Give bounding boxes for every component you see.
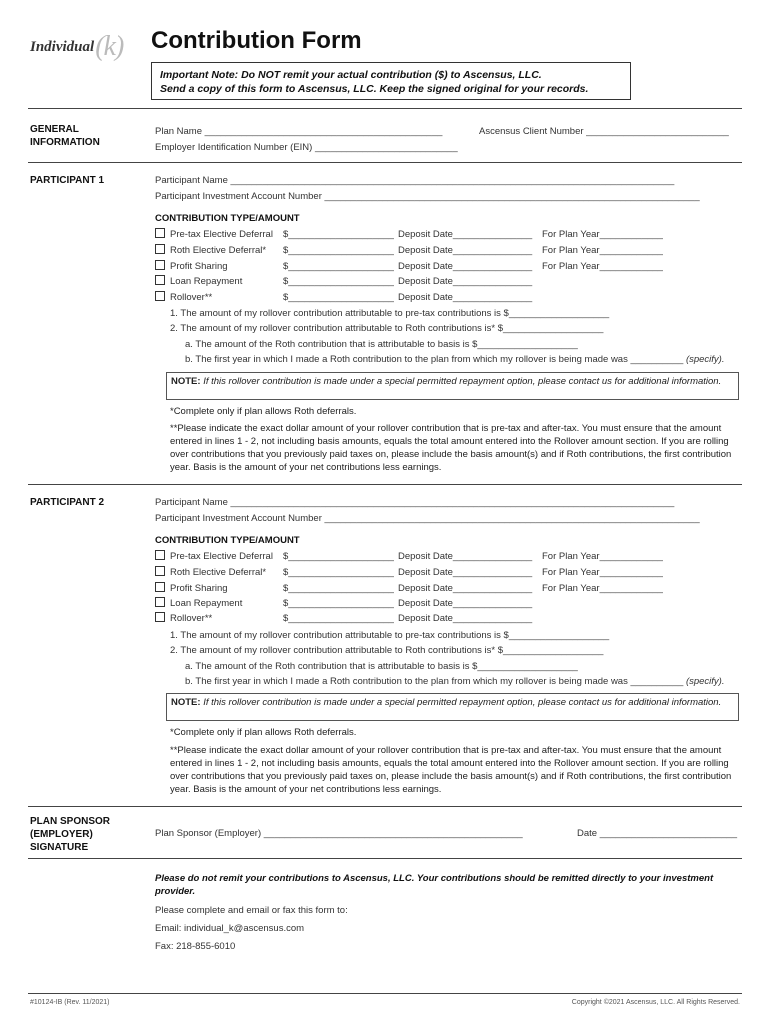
plan-year-field[interactable]: For Plan Year____________ [542,567,663,578]
plan-year-field[interactable]: For Plan Year____________ [542,245,663,256]
rollover-pretax-line[interactable]: 1. The amount of my rollover contribution attributable to pre-tax contributions is $___________________ [170,308,610,319]
note-line-2: Send a copy of this form to Ascensus, LLC. Keep the signed original for your records. [160,83,589,95]
roth-footnote: *Complete only if plan allows Roth deferrals. [170,727,357,738]
remit-instruction: Please do not remit your contributions to Ascensus, LLC. Your contributions should be remitted directly to your investment provider. [155,873,714,897]
checkbox[interactable] [155,260,165,270]
plan-year-field[interactable]: For Plan Year____________ [542,229,663,240]
divider [28,162,742,163]
rollover-pretax-line[interactable]: 1. The amount of my rollover contribution attributable to pre-tax contributions is $___________________ [170,630,610,641]
sponsor-signature-field[interactable]: Plan Sponsor (Employer) _________________________________________________ [155,828,523,839]
submit-instruction: Please complete and email or fax this form to: [155,905,348,916]
individual-k-logo: Individual(k) [30,31,124,62]
checkbox[interactable] [155,550,165,560]
deposit-date-field[interactable]: Deposit Date_______________ [398,292,533,303]
amount-field[interactable]: $____________________ [283,292,394,303]
roth-basis-line[interactable]: a. The amount of the Roth contribution that is attributable to basis is $___________________ [185,339,578,350]
form-number: #10124-IB (Rev. 11/2021) [30,999,110,1006]
roth-first-year-line[interactable]: b. The first year in which I made a Roth contribution to the plan from which my rollover is being made was __________ (specify). [185,354,725,365]
checkbox[interactable] [155,597,165,607]
checkbox[interactable] [155,291,165,301]
rollover-instructions: **Please indicate the exact dollar amount of your rollover contribution that is pre-tax and after-tax. You must ensure that the amount entered in lines 1 - 2, not including basis amounts, equals the total amount entered into the Rollover amount section. If you are rolling over contributions that you previously paid taxes on, please include the basis amount(s) and if Roth contributions, the first contribution year. Basis is the amount of your net contributions less earnings. [170,423,732,473]
deposit-date-field[interactable]: Deposit Date_______________ [398,551,533,562]
section-label-participant-2: PARTICIPANT 2 [30,497,105,508]
divider [28,484,742,485]
rollover-roth-line[interactable]: 2. The amount of my rollover contribution attributable to Roth contributions is* $___________________ [170,323,604,334]
plan-year-field[interactable]: For Plan Year____________ [542,583,663,594]
contribution-type-row[interactable]: Pre-tax Elective Deferral [155,228,273,240]
copyright: Copyright ©2021 Ascensus, LLC. All Rights Reserved. [571,999,740,1006]
contact-fax: Fax: 218-855-6010 [155,941,236,952]
amount-field[interactable]: $____________________ [283,567,394,578]
deposit-date-field[interactable]: Deposit Date_______________ [398,583,533,594]
sponsor-date-field[interactable]: Date __________________________ [577,828,738,839]
amount-field[interactable]: $____________________ [283,229,394,240]
contribution-type-row[interactable]: Roth Elective Deferral* [155,566,266,578]
participant-1-name-field[interactable]: Participant Name ____________________________________________________________________________________ [155,175,675,186]
section-label-participant-1: PARTICIPANT 1 [30,175,105,186]
important-note-box [151,62,631,100]
deposit-date-field[interactable]: Deposit Date_______________ [398,598,533,609]
checkbox[interactable] [155,228,165,238]
divider [28,806,742,807]
checkbox[interactable] [155,582,165,592]
checkbox[interactable] [155,566,165,576]
deposit-date-field[interactable]: Deposit Date_______________ [398,261,533,272]
participant-2-account-field[interactable]: Participant Investment Account Number _______________________________________________________________________ [155,513,700,524]
amount-field[interactable]: $____________________ [283,261,394,272]
divider [28,993,742,994]
contribution-type-row[interactable]: Rollover** [155,291,212,303]
contribution-type-row[interactable]: Loan Repayment [155,275,242,287]
deposit-date-field[interactable]: Deposit Date_______________ [398,245,533,256]
plan-year-field[interactable]: For Plan Year____________ [542,551,663,562]
amount-field[interactable]: $____________________ [283,598,394,609]
section-label-general: GENERAL INFORMATION [30,124,100,148]
deposit-date-field[interactable]: Deposit Date_______________ [398,229,533,240]
deposit-date-field[interactable]: Deposit Date_______________ [398,613,533,624]
amount-field[interactable]: $____________________ [283,276,394,287]
checkbox[interactable] [155,612,165,622]
note-line-1: Important Note: Do NOT remit your actual contribution ($) to Ascensus, LLC. [160,69,542,81]
participant-2-name-field[interactable]: Participant Name ____________________________________________________________________________________ [155,497,675,508]
amount-field[interactable]: $____________________ [283,245,394,256]
plan-year-field[interactable]: For Plan Year____________ [542,261,663,272]
contribution-type-row[interactable]: Roth Elective Deferral* [155,244,266,256]
contribution-type-row[interactable]: Rollover** [155,612,212,624]
client-number-field[interactable]: Ascensus Client Number ___________________________ [479,126,729,137]
section-label-sponsor: PLAN SPONSOR (EMPLOYER) SIGNATURE [30,816,111,853]
contribution-type-heading: CONTRIBUTION TYPE/AMOUNT [155,213,300,224]
rollover-note-box: NOTE: If this rollover contribution is made under a special permitted repayment option, please contact us for additional information. [166,372,739,400]
amount-field[interactable]: $____________________ [283,583,394,594]
checkbox[interactable] [155,275,165,285]
plan-name-field[interactable]: Plan Name _____________________________________________ [155,126,443,137]
amount-field[interactable]: $____________________ [283,613,394,624]
checkbox[interactable] [155,244,165,254]
ein-field[interactable]: Employer Identification Number (EIN) ___________________________ [155,142,458,153]
contribution-type-heading: CONTRIBUTION TYPE/AMOUNT [155,535,300,546]
contribution-type-row[interactable]: Profit Sharing [155,582,228,594]
contact-email[interactable]: Email: individual_k@ascensus.com [155,923,305,934]
contribution-type-row[interactable]: Profit Sharing [155,260,228,272]
rollover-roth-line[interactable]: 2. The amount of my rollover contribution attributable to Roth contributions is* $___________________ [170,645,604,656]
rollover-note-box: NOTE: If this rollover contribution is made under a special permitted repayment option, please contact us for additional information. [166,693,739,721]
rollover-instructions: **Please indicate the exact dollar amount of your rollover contribution that is pre-tax and after-tax. You must ensure that the amount entered in lines 1 - 2, not including basis amounts, equals the total amount entered into the Rollover amount section. If you are rolling over contributions that you previously paid taxes on, please include the basis amount(s) and if Roth contributions, the first contribution year. Basis is the amount of your net contributions less earnings. [170,745,732,795]
amount-field[interactable]: $____________________ [283,551,394,562]
contribution-type-row[interactable]: Loan Repayment [155,597,242,609]
roth-first-year-line[interactable]: b. The first year in which I made a Roth contribution to the plan from which my rollover is being made was __________ (specify). [185,676,725,687]
divider [28,858,742,859]
deposit-date-field[interactable]: Deposit Date_______________ [398,567,533,578]
roth-footnote: *Complete only if plan allows Roth deferrals. [170,406,357,417]
page-title: Contribution Form [151,27,362,54]
contribution-type-row[interactable]: Pre-tax Elective Deferral [155,550,273,562]
divider [28,108,742,109]
roth-basis-line[interactable]: a. The amount of the Roth contribution that is attributable to basis is $___________________ [185,661,578,672]
participant-1-account-field[interactable]: Participant Investment Account Number _______________________________________________________________________ [155,191,700,202]
deposit-date-field[interactable]: Deposit Date_______________ [398,276,533,287]
